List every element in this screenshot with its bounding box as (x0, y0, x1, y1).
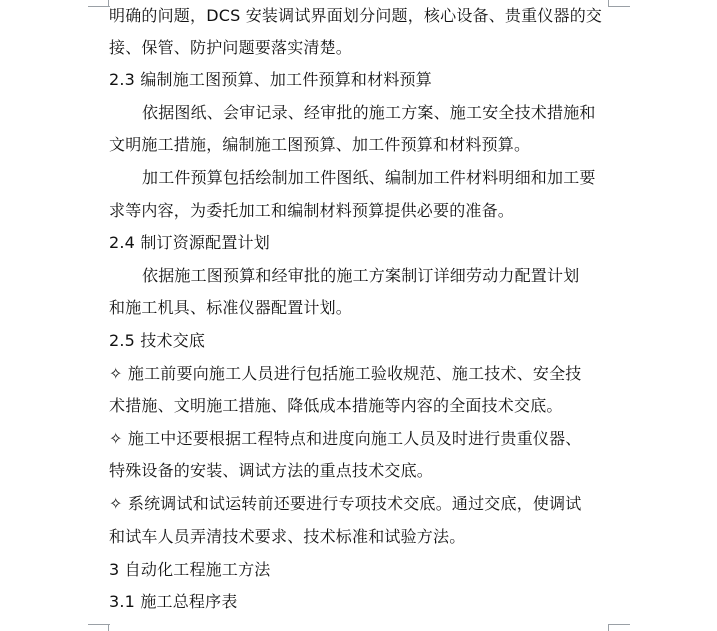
crop-mark-bottom-right-v (608, 624, 609, 631)
bullet-line: ✧ 施工前要向施工人员进行包括施工验收规范、施工技术、安全技 (109, 364, 582, 383)
bullet-line: ✧ 施工中还要根据工程特点和进度向施工人员及时进行贵重仪器、 (109, 429, 582, 448)
section-heading-3-1: 3.1 施工总程序表 (109, 592, 238, 611)
body-line: 和施工机具、标准仪器配置计划。 (109, 298, 353, 317)
crop-mark-top-left-h (88, 6, 110, 7)
crop-mark-top-right-h (608, 6, 630, 7)
bullet-line: ✧ 系统调试和试运转前还要进行专项技术交底。通过交底，使调试 (109, 494, 582, 513)
section-heading-2-4: 2.4 制订资源配置计划 (109, 233, 270, 252)
crop-mark-bottom-left-v (108, 624, 109, 631)
body-line: 和试车人员弄清技术要求、技术标准和试验方法。 (109, 527, 466, 546)
section-heading-3: 3 自动化工程施工方法 (109, 560, 271, 579)
section-heading-2-5: 2.5 技术交底 (109, 331, 206, 350)
body-line: 依据施工图预算和经审批的施工方案制订详细劳动力配置计划 (142, 266, 580, 285)
body-line: 接、保管、防护问题要落实清楚。 (109, 38, 353, 57)
body-line: 求等内容，为委托加工和编制材料预算提供必要的准备。 (109, 201, 515, 220)
body-line: 特殊设备的安装、调试方法的重点技术交底。 (109, 461, 434, 480)
body-line: 术措施、文明施工措施、降低成本措施等内容的全面技术交底。 (109, 396, 563, 415)
body-line: 加工件预算包括绘制加工件图纸、编制加工件材料明细和加工要 (142, 168, 596, 187)
crop-mark-bottom-right-h (608, 624, 630, 625)
section-heading-2-3: 2.3 编制施工图预算、加工件预算和材料预算 (109, 70, 432, 89)
body-line: 文明施工措施，编制施工图预算、加工件预算和材料预算。 (109, 135, 531, 154)
body-line: 依据图纸、会审记录、经审批的施工方案、施工安全技术措施和 (142, 103, 596, 122)
crop-mark-bottom-left-h (88, 624, 110, 625)
body-line: 明确的问题，DCS 安装调试界面划分问题，核心设备、贵重仪器的交 (109, 6, 603, 25)
